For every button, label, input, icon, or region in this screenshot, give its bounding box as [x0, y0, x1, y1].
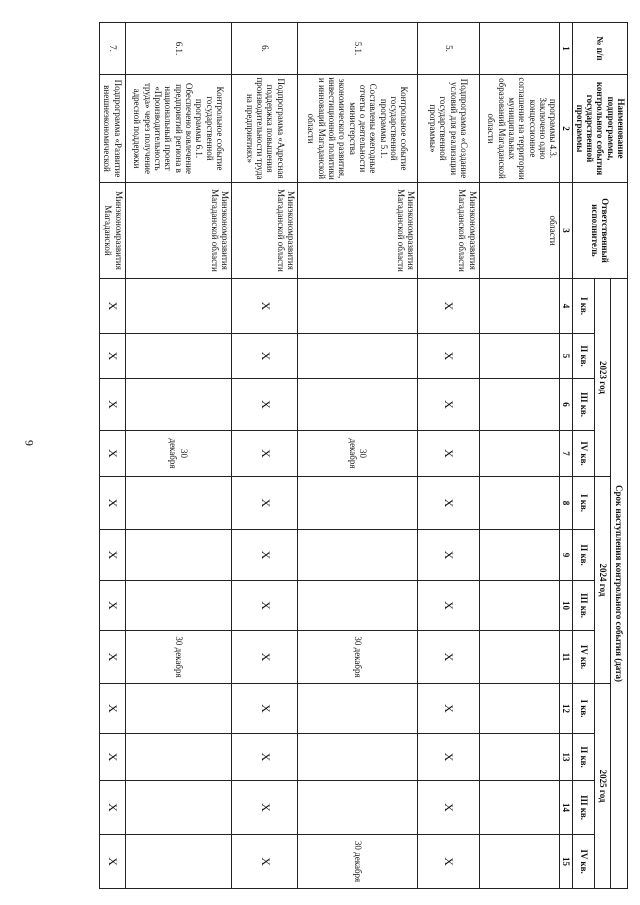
deadline-cell: [479, 734, 559, 781]
x-mark: X: [100, 431, 125, 477]
x-mark: X: [232, 431, 298, 477]
x-mark: X: [232, 379, 298, 431]
header-name: Наименование подпрограммы, контрольного события государственной программы: [573, 75, 628, 183]
deadline-cell: [125, 781, 232, 835]
table-body: [100, 23, 560, 889]
x-mark: X: [100, 334, 125, 379]
deadline-cell: [298, 477, 418, 530]
deadline-cell: [125, 279, 232, 334]
header-year-2024: 2024 год: [594, 477, 611, 684]
x-mark: X: [232, 631, 298, 684]
quarter-header: III кв.: [573, 781, 594, 835]
table-row: [417, 23, 479, 889]
x-mark: X: [417, 530, 479, 581]
deadline-cell: 30 декабря: [125, 631, 232, 684]
deadline-cell: [479, 781, 559, 835]
x-mark: X: [232, 279, 298, 334]
executor: области: [479, 183, 559, 279]
quarter-header: I кв.: [573, 477, 594, 530]
x-mark: X: [100, 530, 125, 581]
column-index-row: [560, 23, 573, 889]
deadline-cell: [298, 279, 418, 334]
col-index: 6: [560, 379, 573, 431]
col-index: 12: [560, 684, 573, 734]
row-number: 7.: [100, 23, 125, 75]
x-mark: X: [417, 581, 479, 631]
col-index: 7: [560, 431, 573, 477]
x-mark: X: [417, 279, 479, 334]
x-mark: X: [232, 835, 298, 889]
page-number: 6: [22, 440, 36, 446]
executor: Минэкономразвития Магаданской: [100, 183, 125, 279]
quarter-header: IV кв.: [573, 431, 594, 477]
event-name: программы 4.3. Заключено одно концессионное соглашение на территории муниципальных образований Магаданской области: [479, 75, 559, 183]
x-mark: X: [232, 530, 298, 581]
row-number: [479, 23, 559, 75]
col-index: 13: [560, 734, 573, 781]
header-deadline: Срок наступления контрольного события (дата): [611, 279, 628, 889]
event-name: Подпрограмма «Создание условий для реализации государственной программы»: [417, 75, 479, 183]
event-name: Контрольное событие государственной программы 6.1. Обеспечено вовлечение предприятий региона в национальный проект «Производительность труда» через получение адресной поддержки: [125, 75, 232, 183]
deadline-cell: [479, 334, 559, 379]
deadline-cell: 30 декабря: [298, 835, 418, 889]
table-row: [232, 23, 298, 889]
deadline-cell: [479, 530, 559, 581]
executor: Минэкономразвития Магаданской области: [232, 183, 298, 279]
deadline-cell: [125, 477, 232, 530]
x-mark: X: [232, 781, 298, 835]
deadline-cell: [125, 581, 232, 631]
control-events-table: [99, 22, 628, 889]
executor: Минэкономразвития Магаданской области: [417, 183, 479, 279]
quarter-header: IV кв.: [573, 631, 594, 684]
header-year-2025: 2025 год: [594, 684, 611, 889]
rotated-table-wrapper: [102, 22, 628, 888]
deadline-cell: [298, 734, 418, 781]
deadline-cell: [298, 581, 418, 631]
x-mark: X: [232, 477, 298, 530]
x-mark: X: [232, 581, 298, 631]
x-mark: X: [417, 781, 479, 835]
quarter-header: I кв.: [573, 279, 594, 334]
col-index: 14: [560, 781, 573, 835]
col-index: 8: [560, 477, 573, 530]
quarter-header: II кв.: [573, 530, 594, 581]
quarter-header: II кв.: [573, 334, 594, 379]
deadline-cell: [125, 835, 232, 889]
col-index: 10: [560, 581, 573, 631]
deadline-cell: [479, 477, 559, 530]
executor: Минэкономразвития Магаданской области: [298, 183, 418, 279]
col-index: 9: [560, 530, 573, 581]
x-mark: X: [100, 781, 125, 835]
table-row: [479, 23, 559, 889]
col-index: 2: [560, 75, 573, 183]
deadline-cell: [479, 279, 559, 334]
deadline-cell: [479, 379, 559, 431]
table-row: [100, 23, 125, 889]
x-mark: X: [232, 734, 298, 781]
deadline-cell: [298, 781, 418, 835]
x-mark: X: [100, 835, 125, 889]
x-mark: X: [417, 734, 479, 781]
row-number: 5.1.: [298, 23, 418, 75]
row-number: 5.: [417, 23, 479, 75]
x-mark: X: [232, 334, 298, 379]
deadline-cell: [479, 581, 559, 631]
executor: Минэкономразвития Магаданской области: [125, 183, 232, 279]
header-executor: Ответственный исполнитель: [573, 183, 628, 279]
event-name: Контрольное событие государственной программы 5.1. Составлены ежегодные отчеты о деятельности министерства экономического развития, инвестиционной политики и инноваций Магаданской области: [298, 75, 418, 183]
deadline-cell: [479, 684, 559, 734]
deadline-cell: [298, 334, 418, 379]
deadline-cell: [479, 631, 559, 684]
deadline-cell: [125, 334, 232, 379]
quarter-header: I кв.: [573, 684, 594, 734]
event-name: Подпрограмма «Развитие внешнеэкономической: [100, 75, 125, 183]
deadline-cell: [125, 379, 232, 431]
col-index: 15: [560, 835, 573, 889]
table-row: [125, 23, 232, 889]
x-mark: X: [100, 379, 125, 431]
x-mark: X: [100, 581, 125, 631]
col-index: 11: [560, 631, 573, 684]
deadline-cell: 30 декабря: [298, 431, 418, 477]
event-name: Подпрограмма «Адресная поддержка повышения производительности труда на предприятиях»: [232, 75, 298, 183]
col-index: 5: [560, 334, 573, 379]
deadline-cell: [125, 684, 232, 734]
deadline-cell: [479, 835, 559, 889]
deadline-cell: [298, 530, 418, 581]
quarter-header: III кв.: [573, 581, 594, 631]
x-mark: X: [232, 684, 298, 734]
quarter-header: III кв.: [573, 379, 594, 431]
deadline-cell: [298, 379, 418, 431]
deadline-cell: [125, 530, 232, 581]
x-mark: X: [100, 631, 125, 684]
x-mark: X: [417, 334, 479, 379]
x-mark: X: [417, 477, 479, 530]
x-mark: X: [100, 477, 125, 530]
x-mark: X: [417, 379, 479, 431]
deadline-cell: 30 декабря: [298, 631, 418, 684]
table-row: [298, 23, 418, 889]
deadline-cell: [298, 684, 418, 734]
x-mark: X: [417, 631, 479, 684]
header-year-2023: 2023 год: [594, 279, 611, 477]
x-mark: X: [417, 684, 479, 734]
quarter-header: II кв.: [573, 734, 594, 781]
deadline-cell: 30 декабря: [125, 431, 232, 477]
x-mark: X: [100, 684, 125, 734]
x-mark: X: [417, 431, 479, 477]
row-number: 6.1.: [125, 23, 232, 75]
col-index: 3: [560, 183, 573, 279]
deadline-cell: [125, 734, 232, 781]
quarter-header: IV кв.: [573, 835, 594, 889]
x-mark: X: [417, 835, 479, 889]
col-index: 1: [560, 23, 573, 75]
x-mark: X: [100, 279, 125, 334]
header-num: № п/п: [573, 23, 628, 75]
row-number: 6.: [232, 23, 298, 75]
x-mark: X: [100, 734, 125, 781]
col-index: 4: [560, 279, 573, 334]
deadline-cell: [479, 431, 559, 477]
